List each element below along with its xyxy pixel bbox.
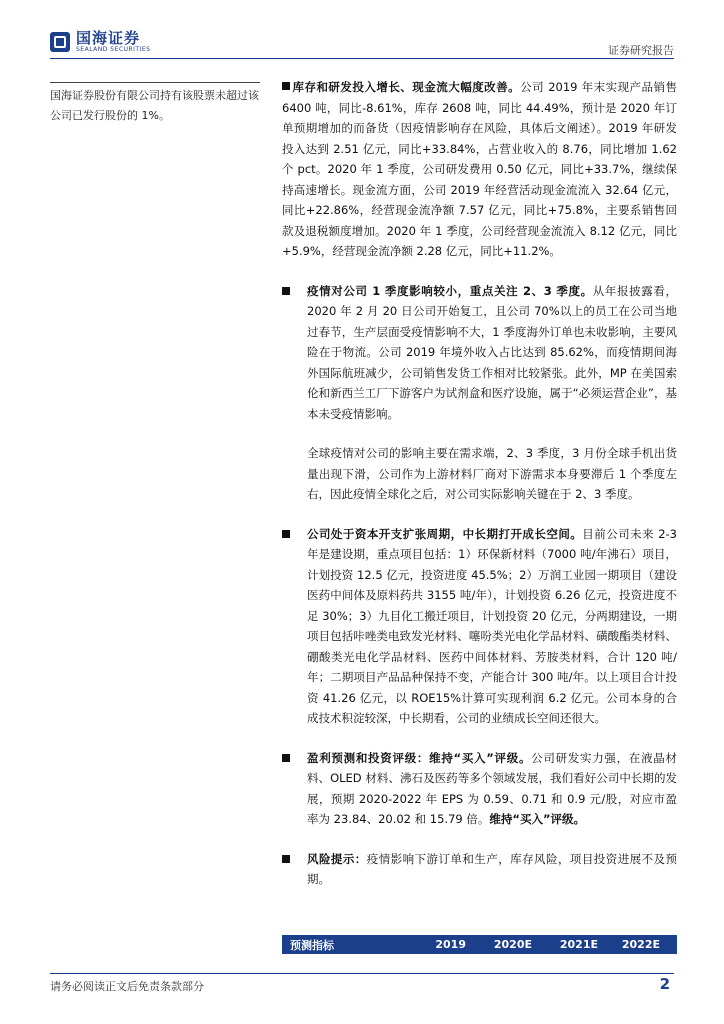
- section-text: 公司 2019 年末实现产品销售 6400 吨，同比-8.61%，库存 2608 吨，同比 44.49%，预计是 2020 年订单预期增加的而备货（因疫情影响存在风险，具体后文阐述）。2019 年研发投入达到 2.51 亿元，同比+33.84%，占营业收入的 8.76，同比增加 1.62 个 pct。2020 年 1 季度，公司研发费用 0.50 亿元，同比+33.7%，继续保持高速增长。现金流方面，公司 2019 年经营活动现金流流入 32.64 亿元，同比+22.86%，经营现金流净额 7.57 亿元，同比+75.8%，主要系销售回款及退税额度增加。2020 年 1 季度，公司经营现金流流入 8.12 亿元，同比+5.9%，经营现金流净额 2.28 亿元，同比+11.2%。: [282, 80, 677, 258]
- bullet-square-icon: [282, 530, 290, 538]
- footer-disclaimer: 请务必阅读正文后免责条款部分: [50, 980, 204, 993]
- section-heading: 盈利预测和投资评级：维持“买入”评级。: [307, 750, 532, 765]
- sealand-logo: [50, 30, 150, 54]
- footer-divider: [50, 973, 674, 974]
- forecast-table-header: [282, 935, 677, 954]
- table-col-2019: 2019: [435, 938, 466, 951]
- section-heading: 公司处于资本开支扩张周期，中长期打开成长空间。: [307, 526, 583, 541]
- section-epidemic-impact: [282, 281, 677, 425]
- shareholding-disclosure-note: 国海证券股份有限公司持有该股票未超过该公司已发行股份的 1%。: [50, 82, 260, 126]
- section-heading: 风险提示：: [307, 851, 367, 866]
- sealand-logo-icon: [50, 32, 70, 52]
- section-text: 全球疫情对公司的影响主要在需求端，2、3 季度，3 月份全球手机出货量出现下滑，公司作为上游材料厂商对下游需求本身要滞后 1 个季度左右，因此疫情全球化之后，对公司实际影响关键在于 2、3 季度。: [307, 446, 677, 501]
- table-label: 预测指标: [290, 938, 334, 952]
- table-col-2020e: 2020E: [493, 938, 532, 951]
- bullet-square-icon: [282, 82, 290, 90]
- logo-english-name: SEALAND SECURITIES: [76, 46, 151, 53]
- section-heading: 库存和研发投入增长、现金流大幅度改善。: [292, 80, 521, 94]
- section-risk-warning: [282, 849, 677, 890]
- rating-reiteration: 维持“买入”评级。: [489, 812, 586, 826]
- bullet-square-icon: [282, 754, 290, 762]
- header-divider: [50, 58, 674, 59]
- section-text: 目前公司未来 2-3 年是建设期，重点项目包括：1）环保新材料（7000 吨/年沸石）项目，计划投资 12.5 亿元，投资进度 45.5%；2）万润工业园一期项目（建设医药中间体及原料药共 3155 吨/年），计划投资 6.26 亿元，投资进度不足 30%；3）九目化工搬迁项目，计划投资 20 亿元，分两期建设，一期项目包括咔唑类电致发光材料、噻吩类光电化学品材料、磺酸酯类材料、硼酸类光电化学品材料、医药中间体材料、芳胺类材料，合计 120 吨/年；二期项目产品品种保持不变，产能合计 300 吨/年。以上项目合计投资 41.26 亿元，以 ROE15%计算可实现利润 6.2 亿元。公司本身的合成技术积淀较深，中长期看，公司的业绩成长空间还很大。: [307, 526, 677, 725]
- section-global-demand: [282, 443, 677, 505]
- bullet-square-icon: [282, 287, 290, 295]
- table-col-2021e: 2021E: [559, 938, 598, 951]
- logo-chinese-name: 国海证券: [76, 29, 141, 47]
- table-col-2022e: 2022E: [621, 938, 660, 951]
- page-header: [0, 0, 724, 62]
- section-text: 疫情影响下游订单和生产，库存风险，项目投资进展不及预期。: [307, 851, 677, 886]
- section-heading: 疫情对公司 1 季度影响较小，重点关注 2、3 季度。: [307, 283, 593, 298]
- report-body: [282, 77, 677, 890]
- section-capex-expansion: [282, 524, 677, 729]
- bullet-square-icon: [282, 855, 290, 863]
- section-earnings-forecast: [282, 748, 677, 830]
- section-text: 公司研发实力强，在液晶材料、OLED 材料、沸石及医药等多个领域发展，我们看好公司中长期的发展，预期 2020-2022 年 EPS 为 0.59、0.71 和 0.9 元/股，对应市盈率为 23.84、20.02 和 15.79 倍。: [307, 750, 677, 826]
- report-type-label: 证券研究报告: [608, 44, 674, 57]
- section-text: 从年报披露看，2020 年 2 月 20 日公司开始复工，且公司 70%以上的员工在公司当地过春节，生产层面受疫情影响不大，1 季度海外订单也未收影响，主要风险在于物流。公司 2019 年境外收入占比达到 85.62%，而疫情期间海外国际航班减少，公司销售发货工作相对比较紧张。此外，MP 在美国索伦和新西兰工厂下游客户为试剂盒和医疗设施，属于“必须运营企业”，基本未受疫情影响。: [307, 283, 677, 421]
- section-inventory-rd: [282, 77, 677, 262]
- page-number: 2: [659, 975, 670, 993]
